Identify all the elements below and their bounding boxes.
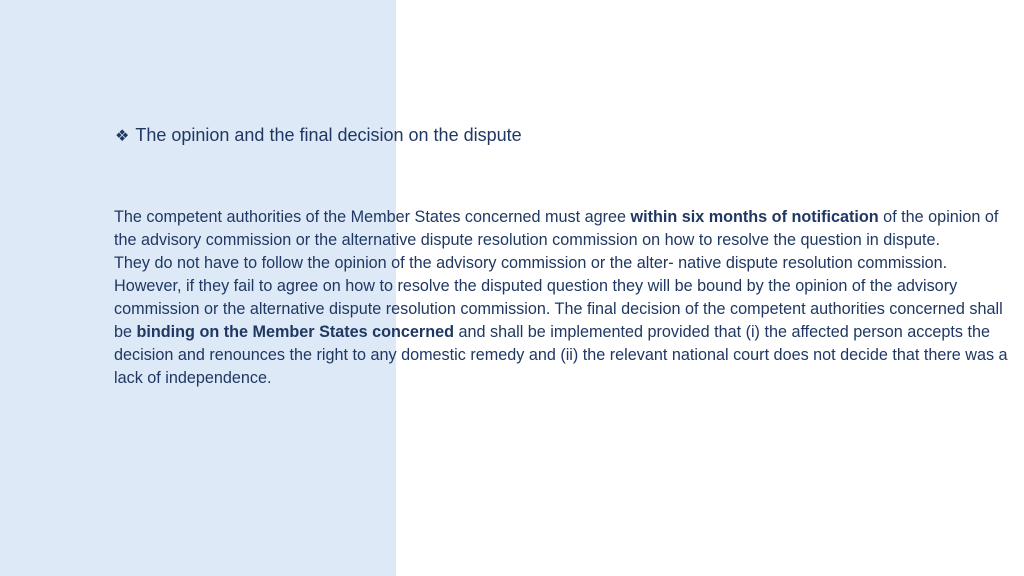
heading-text: The opinion and the final decision on the dispute	[135, 125, 522, 145]
paragraph-2	[114, 252, 1014, 390]
paragraph-1-part-1: The competent authorities of the Member States concerned must agree	[114, 208, 631, 226]
paragraph-2-bold: binding on the Member States concerned	[136, 323, 455, 341]
slide-heading	[115, 123, 522, 149]
body-text	[114, 206, 1014, 390]
paragraph-1-bold: within six months of notification	[630, 208, 879, 226]
diamond-bullet-icon: ❖	[115, 128, 130, 145]
paragraph-1-part-2: of the opinion of the advisory commission or the alternative dispute resolution commission on how to resolve the question in dispute.	[114, 208, 999, 249]
paragraph-2-part-2: and shall be implemented provided that (i) the affected person accepts the decision and renounces the right to any domestic remedy and (ii) the relevant national court does not decide that there was a lack of independence.	[114, 323, 1008, 387]
paragraph-1	[114, 206, 1014, 252]
paragraph-2-part-1: They do not have to follow the opinion of the advisory commission or the alter- native dispute resolution commission. However, if they fail to agree on how to resolve the disputed question they will be bound by the opinion of the advisory commission or the alternative dispute resolution commission. The final decision of the competent authorities concerned shall be	[114, 254, 1003, 341]
